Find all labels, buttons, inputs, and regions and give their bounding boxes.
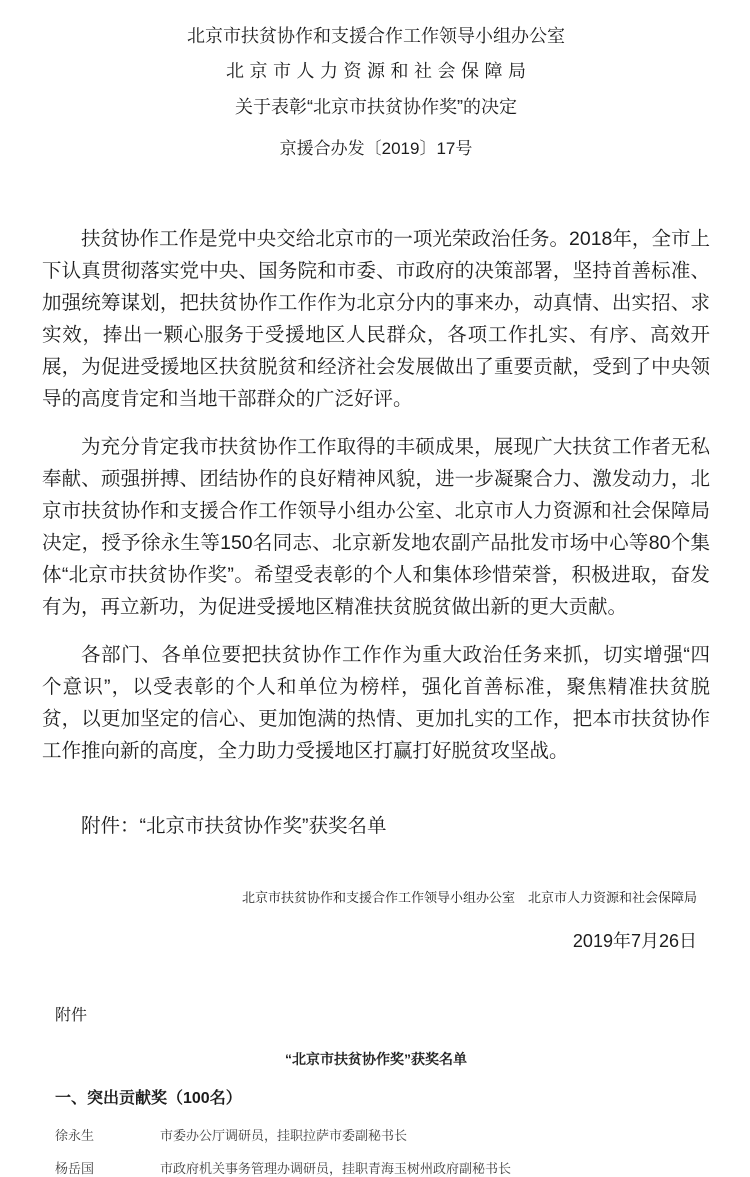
- appendix: [42, 1006, 710, 1177]
- document-header: [42, 25, 710, 159]
- body-paragraph-1: 扶贫协作工作是党中央交给北京市的一项光荣政治任务。2018年，全市上下认真贯彻落实党中央、国务院和市委、市政府的决策部署，坚持首善标准、加强统筹谋划，把扶贫协作工作作为北京分内的事来办，动真情、出实招、求实效，捧出一颗心服务于受援地区人民群众，各项工作扎实、有序、高效开展，为促进受援地区扶贫脱贫和经济社会发展做出了重要贡献，受到了中央领导的高度肯定和当地干部群众的广泛好评。: [42, 228, 710, 410]
- awardee-description: 市委办公厅调研员，挂职拉萨市委副秘书长: [160, 1128, 408, 1143]
- awardee-description: 市政府机关事务管理办调研员，挂职青海玉树州政府副秘书长: [160, 1161, 512, 1176]
- awardee-row: [55, 1128, 710, 1144]
- awardee-name: 杨岳国: [55, 1161, 95, 1176]
- body-paragraph-2: 为充分肯定我市扶贫协作工作取得的丰硕成果，展现广大扶贫工作者无私奉献、顽强拼搏、团结协作的良好精神风貌，进一步凝聚合力、激发动力，北京市扶贫协作和支援合作工作领导小组办公室、北京市人力资源和社会保障局决定，授予徐永生等150名同志、北京新发地农副产品批发市场中心等80个集体“北京市扶贫协作奖”。希望受表彰的个人和集体珍惜荣誉，积极进取，奋发有为，再立新功，为促进受援地区精准扶贫脱贫做出新的更大贡献。: [42, 436, 710, 618]
- document-number: 京援合办发〔2019〕17号: [279, 139, 473, 158]
- signature-date: 2019年7月26日: [572, 931, 697, 951]
- issuing-org-line2: 北京市人力资源和社会保障局: [226, 61, 532, 81]
- signature-block: [42, 890, 710, 952]
- signature-orgs: 北京市扶贫协作和支援合作工作领导小组办公室 北京市人力资源和社会保障局: [241, 890, 697, 905]
- body-paragraph-3: 各部门、各单位要把扶贫协作工作作为重大政治任务来抓，切实增强“四个意识”，以受表彰的个人和单位为榜样，强化首善标准，聚焦精准扶贫脱贫，以更加坚定的信心、更加饱满的热情、更加扎实的工作，把本市扶贫协作工作推向新的高度，全力助力受援地区打赢打好脱贫攻坚战。: [42, 644, 710, 762]
- document-body: [42, 223, 710, 842]
- appendix-label: 附件: [55, 1007, 88, 1024]
- document-title: 关于表彰“北京市扶贫协作奖”的决定: [235, 97, 517, 117]
- issuing-org-line1: 北京市扶贫协作和支援合作工作领导小组办公室: [187, 26, 565, 46]
- attachment-note: 附件：“北京市扶贫协作奖”获奖名单: [81, 815, 387, 837]
- appendix-section-title: 一、突出贡献奖（100名）: [55, 1090, 242, 1107]
- awardee-name: 徐永生: [55, 1128, 95, 1143]
- appendix-title: “北京市扶贫协作奖”获奖名单: [285, 1051, 467, 1067]
